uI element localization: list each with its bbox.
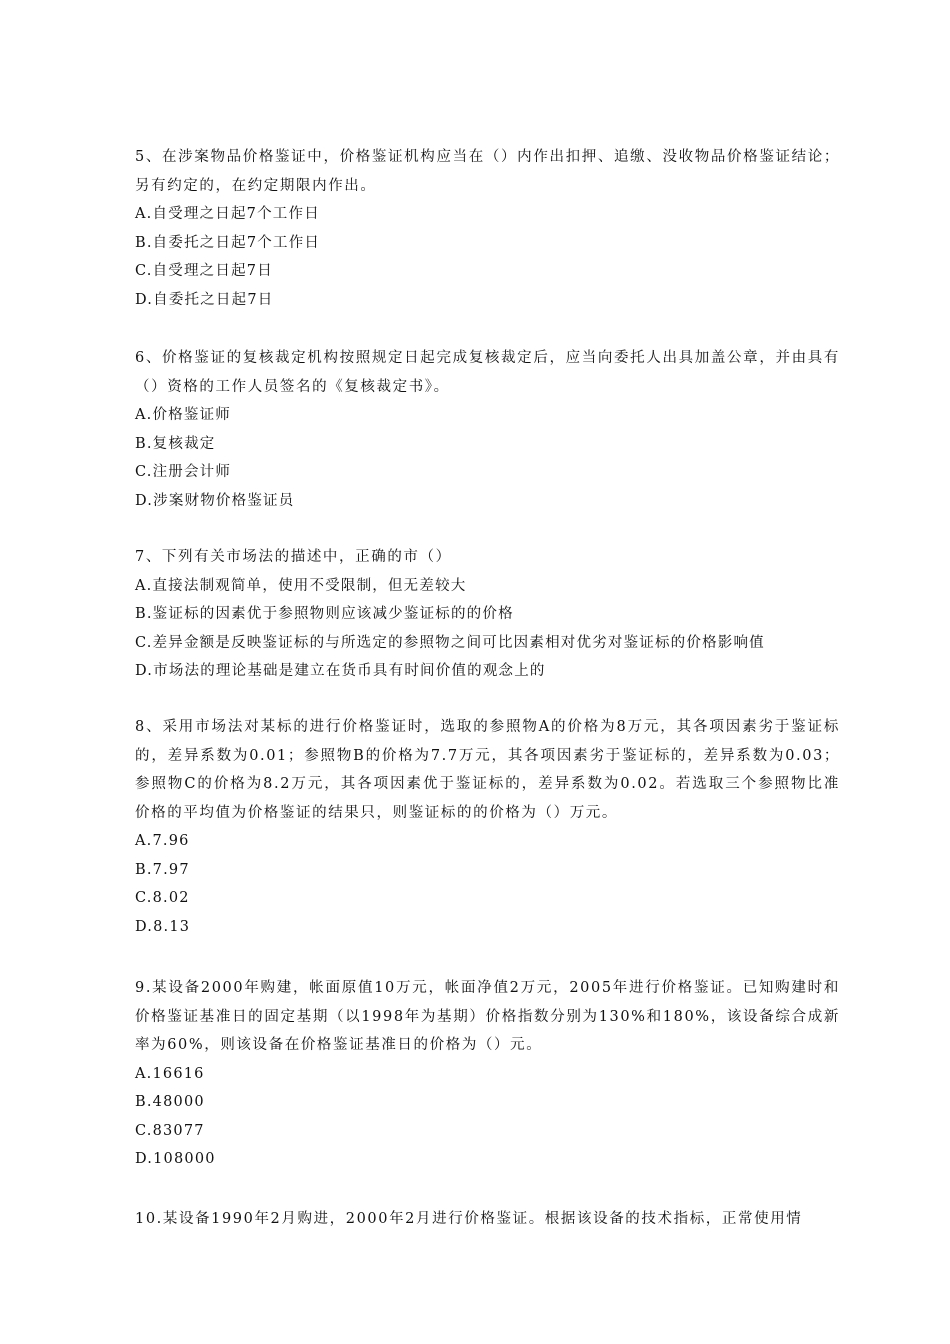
question-stem: 6、价格鉴证的复核裁定机构按照规定日起完成复核裁定后，应当向委托人出具加盖公章，并由具有（）资格的工作人员签名的《复核裁定书》。 (135, 350, 840, 395)
option-b: B.复核裁定 (135, 435, 216, 452)
option-list (135, 572, 840, 686)
option-a: A.价格鉴证师 (135, 407, 231, 423)
option-a: A.自受理之日起7个工作日 (135, 206, 320, 222)
option-d: D.涉案财物价格鉴证员 (135, 492, 295, 509)
option-c: C.自受理之日起7日 (135, 263, 273, 279)
option-b: B.鉴证标的因素优于参照物则应该减少鉴证标的的价格 (135, 606, 514, 622)
question-stem: 8、采用市场法对某标的进行价格鉴证时，选取的参照物A的价格为8万元，其各项因素劣于鉴证标的，差异系数为0.01；参照物B的价格为7.7万元，其各项因素劣于鉴证标的，差异系数为0.03；参照物C的价格为8.2万元，其各项因素优于鉴证标的，差异系数为0.02。若选取三个参照物比准价格的平均值为价格鉴证的结果只，则鉴证标的的价格为（）万元。 (135, 719, 840, 821)
option-b: B.自委托之日起7个工作日 (135, 234, 321, 251)
question-stem: 9.某设备2000年购建，帐面原值10万元，帐面净值2万元，2005年进行价格鉴证。已知购建时和价格鉴证基准日的固定基期（以1998年为基期）价格指数分别为130%和180%，该设备综合成新率为60%，则该设备在价格鉴证基准日的价格为（）元。 (135, 980, 840, 1053)
option-c: C.注册会计师 (135, 464, 232, 480)
question-stem: 5、在涉案物品价格鉴证中，价格鉴证机构应当在（）内作出扣押、追缴、没收物品价格鉴证结论；另有约定的，在约定期限内作出。 (135, 149, 840, 194)
option-d: D.市场法的理论基础是建立在货币具有时间价值的观念上的 (135, 663, 546, 679)
question-stem: 10.某设备1990年2月购进，2000年2月进行价格鉴证。根据该设备的技术指标，正常使用情 (135, 1211, 803, 1227)
question-7 (135, 543, 840, 686)
question-10 (135, 1205, 840, 1234)
question-stem: 7、下列有关市场法的描述中，正确的市（） (135, 549, 452, 565)
option-list (135, 1060, 840, 1174)
option-a: A.7.96 (135, 833, 190, 849)
option-c: C.83077 (135, 1122, 205, 1139)
option-b: B.48000 (135, 1094, 205, 1110)
option-list (135, 401, 840, 515)
option-b: B.7.97 (135, 861, 190, 878)
option-d: D.自委托之日起7日 (135, 291, 274, 308)
option-a: A.16616 (135, 1065, 205, 1082)
option-list (135, 827, 840, 941)
option-c: C.8.02 (135, 890, 190, 906)
question-9 (135, 974, 840, 1174)
question-8 (135, 713, 840, 941)
option-d: D.8.13 (135, 918, 191, 935)
question-6 (135, 344, 840, 515)
option-c: C.差异金额是反映鉴证标的与所选定的参照物之间可比因素相对优劣对鉴证标的价格影响值 (135, 634, 765, 651)
option-d: D.108000 (135, 1151, 216, 1167)
option-list (135, 200, 840, 314)
question-5 (135, 143, 840, 314)
option-a: A.直接法制观简单，使用不受限制，但无差较大 (135, 577, 467, 594)
